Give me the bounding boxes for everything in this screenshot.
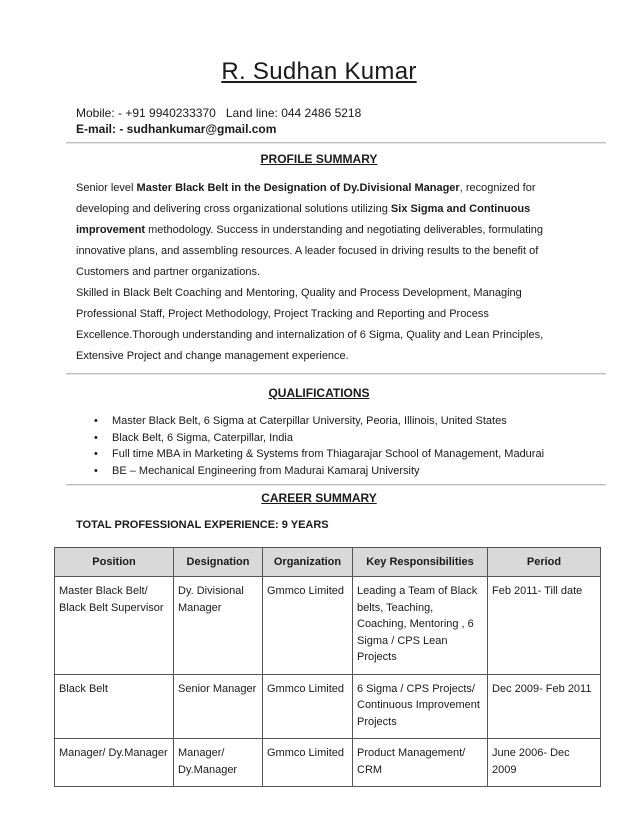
column-header: Designation: [174, 548, 263, 577]
column-header: Position: [55, 548, 174, 577]
table-cell: Manager/ Dy.Manager: [174, 739, 263, 787]
table-row: [55, 739, 601, 787]
table-cell: Feb 2011- Till date: [488, 577, 601, 675]
column-header: Key Responsibilities: [353, 548, 488, 577]
table-row: [55, 577, 601, 675]
table-cell: Master Black Belt/ Black Belt Supervisor: [55, 577, 174, 675]
table-cell: 6 Sigma / CPS Projects/ Continuous Improvement Projects: [353, 674, 488, 739]
table-row: [55, 674, 601, 739]
column-header: Organization: [263, 548, 353, 577]
career-summary-title: CAREER SUMMARY: [261, 491, 377, 505]
profile-paragraph-1: Senior level Master Black Belt in the Designation of Dy.Divisional Manager, recognized for developing and delivering cross organizational solutions utilizing Six Sigma and Continuous improvement methodology. Success in understanding and negotiating deliverables, formulating innovative plans, and assembling resources. A leader focused in driving results to the benefit of Customers and partner organizations.: [76, 182, 543, 278]
landline-label: Land line:: [225, 106, 282, 120]
table-cell: Leading a Team of Black belts, Teaching, Coaching, Mentoring , 6 Sigma / CPS Lean Projects: [353, 577, 488, 675]
profile-summary-text: [76, 178, 566, 367]
divider: [66, 373, 606, 374]
table-cell: Manager/ Dy.Manager: [55, 739, 174, 787]
table-cell: June 2006- Dec 2009: [488, 739, 601, 787]
profile-paragraph-2: Skilled in Black Belt Coaching and Mentoring, Quality and Process Development, Managing Professional Staff, Project Methodology, Project Tracking and Reporting and Process Excellence.Thorough understanding and internalization of 6 Sigma, Quality and Lean Principles, Extensive Project and change management experience.: [76, 287, 544, 362]
list-item: • Black Belt, 6 Sigma, Caterpillar, India: [94, 430, 544, 447]
table-cell: Dec 2009- Feb 2011: [488, 674, 601, 739]
table-cell: Black Belt: [55, 674, 174, 739]
bullet-icon: •: [94, 464, 98, 477]
divider: [66, 484, 606, 485]
career-table: [54, 547, 601, 787]
divider: [66, 142, 606, 143]
list-item: • Master Black Belt, 6 Sigma at Caterpillar University, Peoria, Illinois, United States: [94, 413, 544, 430]
candidate-name: R. Sudhan Kumar: [221, 58, 417, 85]
table-cell: Gmmco Limited: [263, 577, 353, 675]
profile-summary-title: PROFILE SUMMARY: [260, 152, 378, 166]
list-item: • Full time MBA in Marketing & Systems from Thiagarajar School of Management, Madurai: [94, 446, 544, 463]
email-label: E-mail: -: [76, 122, 127, 136]
list-item: • BE – Mechanical Engineering from Madurai Kamaraj University: [94, 463, 544, 480]
landline-number: 044 2486 5218: [281, 106, 362, 120]
table-cell: Senior Manager: [174, 674, 263, 739]
table-cell: Gmmco Limited: [263, 739, 353, 787]
mobile-label: Mobile: -: [76, 106, 126, 120]
contact-email-line: [76, 122, 276, 136]
table-header-row: [55, 548, 601, 577]
bullet-icon: •: [94, 431, 98, 444]
qualifications-list: [94, 413, 544, 479]
qualifications-title: QUALIFICATIONS: [268, 386, 370, 400]
table-cell: Dy. Divisional Manager: [174, 577, 263, 675]
contact-phone-line: [76, 106, 361, 120]
bullet-icon: •: [94, 415, 98, 427]
total-experience: TOTAL PROFESSIONAL EXPERIENCE: 9 YEARS: [76, 519, 329, 531]
table-cell: Product Management/ CRM: [353, 739, 488, 787]
email-address[interactable]: sudhankumar@gmail.com: [126, 122, 277, 136]
column-header: Period: [488, 548, 601, 577]
mobile-number: +91 9940233370: [125, 106, 216, 120]
bullet-icon: •: [94, 448, 98, 460]
table-cell: Gmmco Limited: [263, 674, 353, 739]
